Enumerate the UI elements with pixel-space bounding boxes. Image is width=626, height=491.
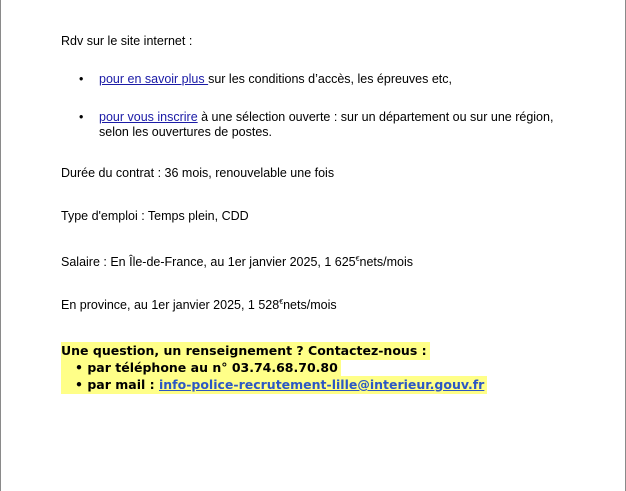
salaire-idf-text: Salaire : En Île-de-France, au 1er janvier 2025, 1 625: [61, 255, 356, 269]
currency-symbol: €: [355, 256, 360, 263]
page-border-left: [0, 0, 1, 491]
bullet-icon: •: [79, 72, 84, 86]
intro-text: Rdv sur le site internet :: [61, 34, 193, 48]
salaire-province-text: En province, au 1er janvier 2025, 1 528: [61, 298, 280, 312]
phone-text: par téléphone au n° 03.74.68.70.80: [87, 360, 338, 375]
salaire-province-suffix: nets/mois: [283, 298, 337, 312]
salaire-idf-suffix: nets/mois: [359, 255, 414, 269]
contact-mail: [61, 376, 487, 394]
mail-label: par mail :: [87, 377, 159, 392]
bullet-icon: •: [79, 110, 84, 124]
contact-heading: Une question, un renseignement ? Contactez-nous :: [61, 342, 430, 360]
duree-contrat: Durée du contrat : 36 mois, renouvelable une fois: [61, 166, 335, 180]
list-item-text: à une sélection ouverte : sur un département ou sur une région,: [197, 110, 554, 124]
list-item-text-line2: selon les ouvertures de postes.: [99, 125, 273, 139]
bullet-icon: •: [75, 360, 83, 375]
salaire-province: [61, 298, 337, 312]
currency-symbol: €: [279, 299, 284, 306]
salaire-idf: [61, 255, 413, 269]
contact-phone: [61, 359, 341, 377]
list-item-text: sur les conditions d’accès, les épreuves etc,: [208, 72, 452, 86]
inscrire-link[interactable]: pour vous inscrire: [99, 110, 198, 124]
bullet-icon: •: [75, 377, 83, 392]
mail-link[interactable]: info-police-recrutement-lille@interieur.gouv.fr: [159, 377, 485, 392]
type-emploi: Type d'emploi : Temps plein, CDD: [61, 209, 249, 223]
savoir-plus-link[interactable]: pour en savoir plus: [99, 72, 209, 86]
